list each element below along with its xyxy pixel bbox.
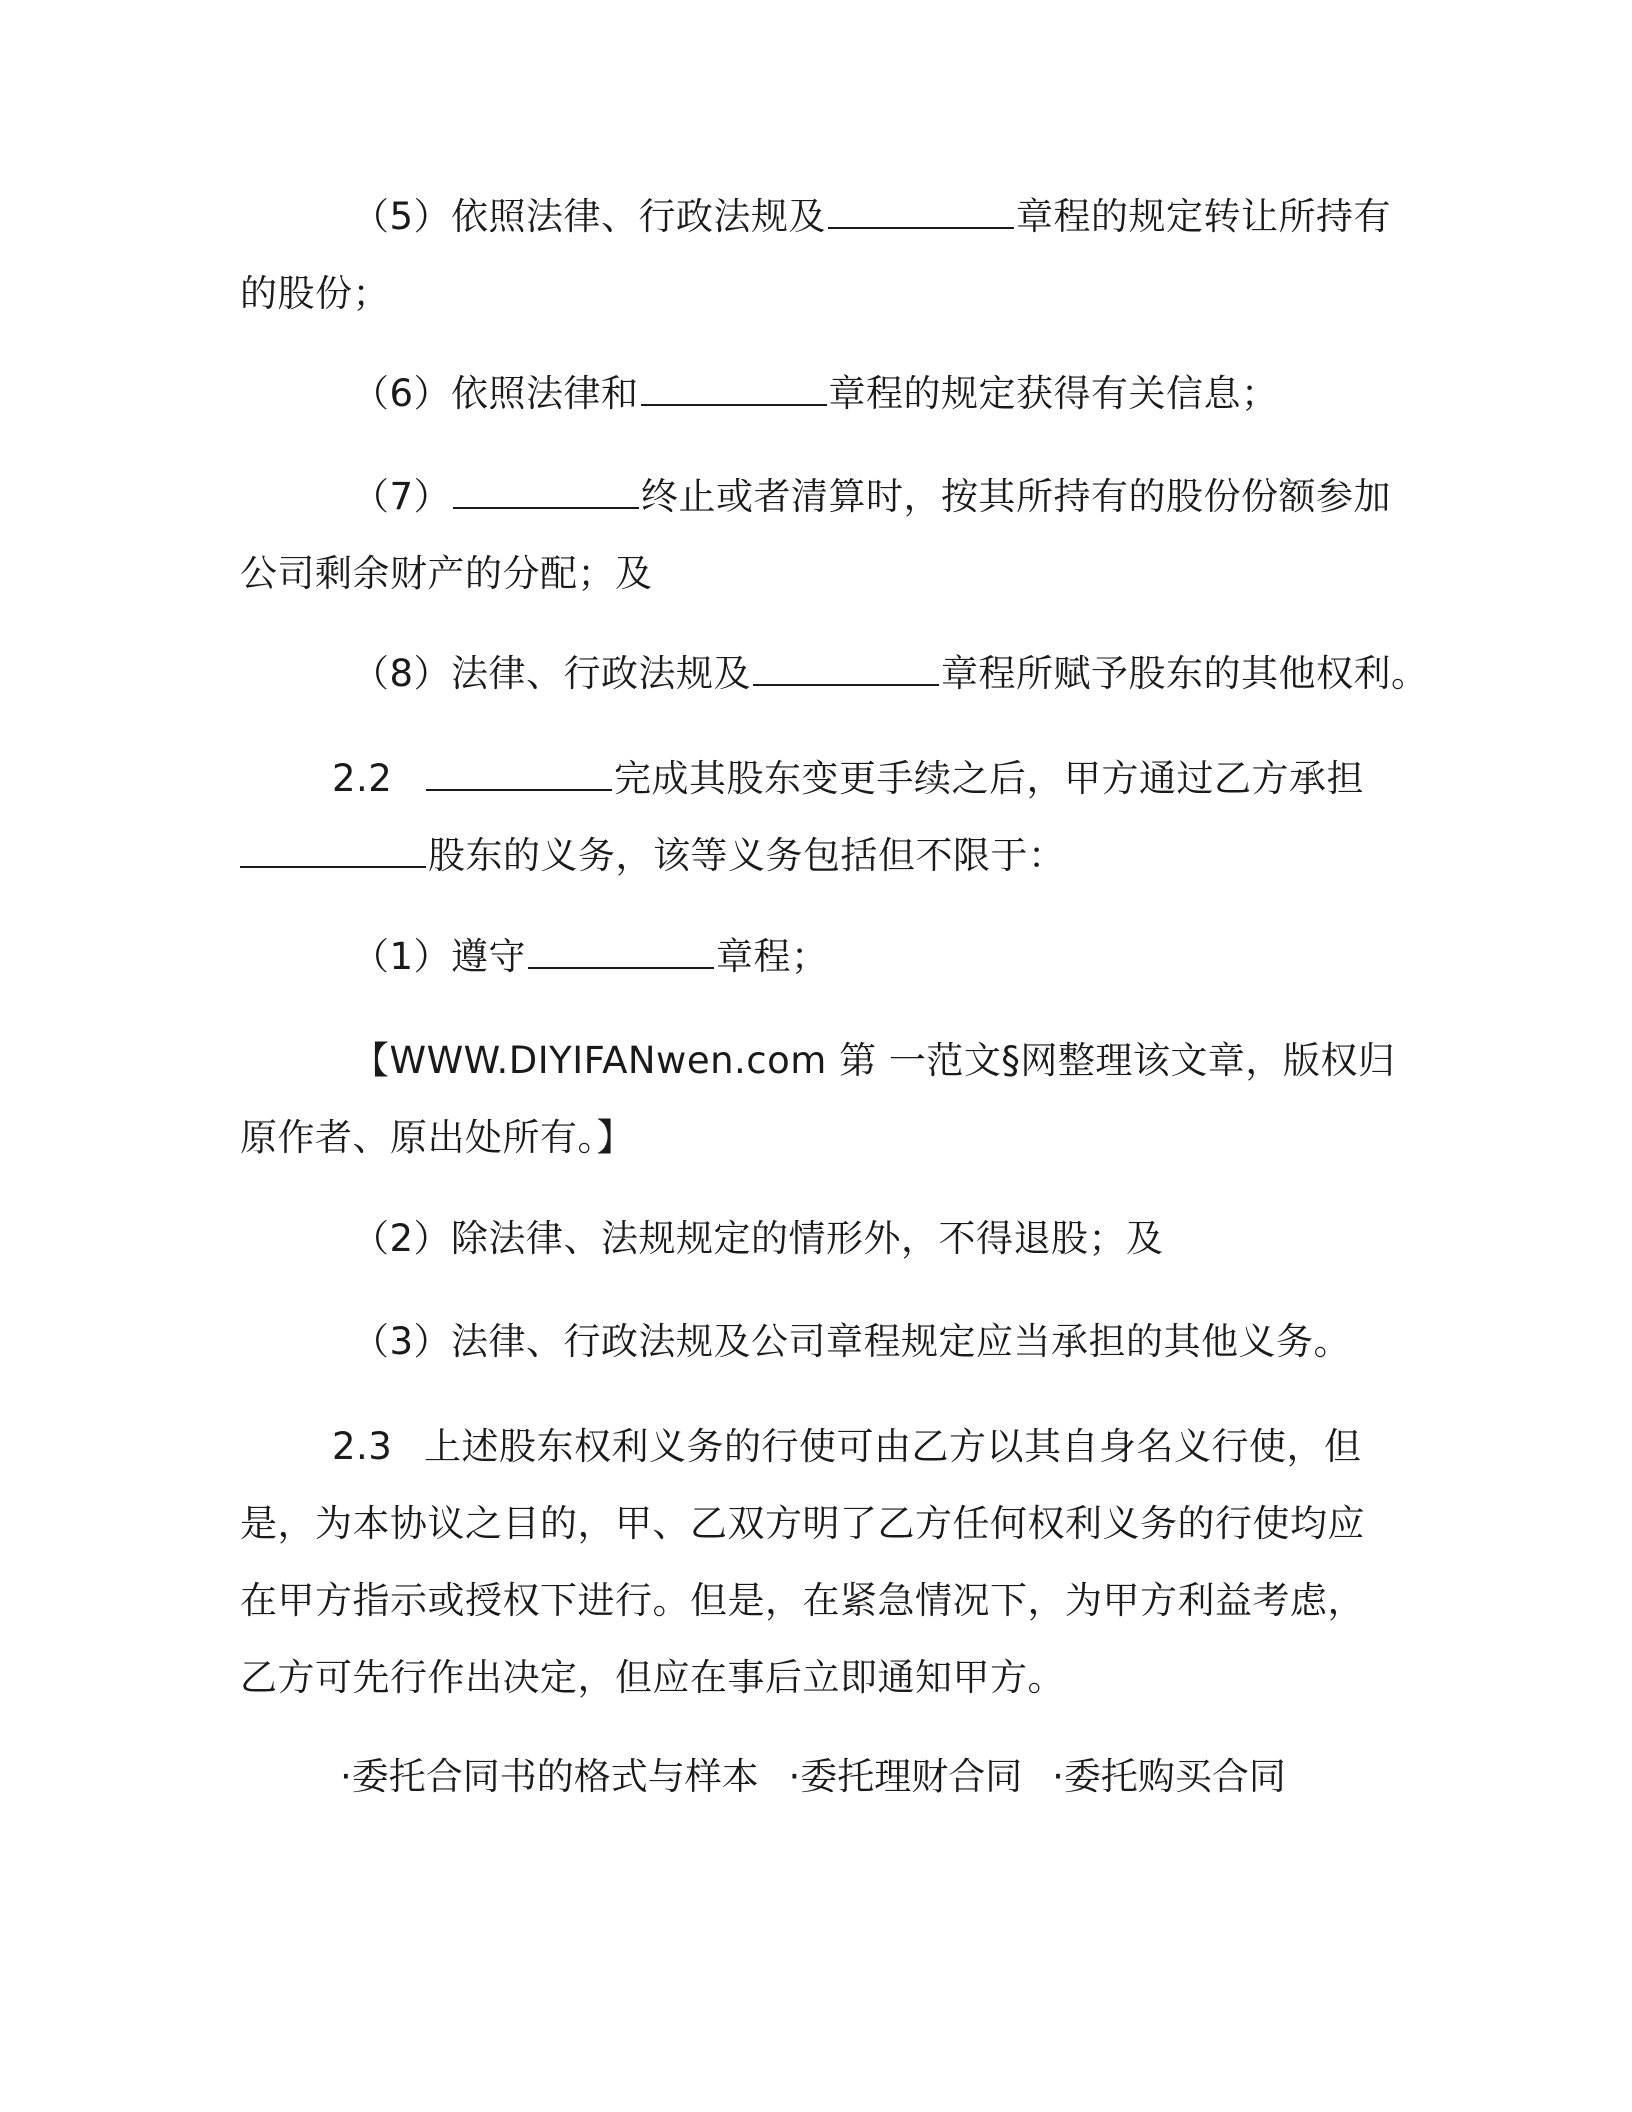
- fill-in-blank: [528, 937, 714, 969]
- fill-in-blank: [453, 477, 639, 509]
- fill-in-blank: [828, 197, 1014, 229]
- fill-in-blank: [641, 374, 827, 406]
- related-link-1[interactable]: ·委托合同书的格式与样本: [340, 1755, 759, 1798]
- right-item-7: （7） 终止或者清算时，按其所持有的股份份额参加 公司剩余财产的分配；及: [240, 475, 1392, 595]
- right-item-5-line-1: （5）依照法律、行政法规及 章程的规定转让所持有: [352, 195, 1392, 238]
- copyright-notice: 【WWW.DIYIFANwen.com 第 一范文§网整理该文章，版权归 原作者、原出处所有。】: [240, 1039, 1396, 1159]
- section-number: 2.2: [332, 757, 393, 800]
- right-item-8: （8）法律、行政法规及 章程所赋予股东的其他权利。: [352, 652, 1429, 695]
- fill-in-blank: [753, 654, 939, 686]
- related-link-2[interactable]: ·委托理财合同: [788, 1755, 1023, 1798]
- related-links: [340, 1738, 1304, 1815]
- section-2-2: 2.2 完成其股东变更手续之后，甲方通过乙方承担 股东的义务，该等义务包括但不限于：: [240, 740, 1400, 894]
- section-2-3: 2.3 上述股东权利义务的行使可由乙方以其自身名义行使，但 是，为本协议之目的，甲、乙双方明了乙方任何权利义务的行使均应 在甲方指示或授权下进行。但是，在紧急情况下，为甲方利益考虑， 乙方可先行作出决定，但应在事后立即通知甲方。: [240, 1408, 1400, 1716]
- section-number: 2.3: [332, 1425, 393, 1468]
- duty-item-2: （2）除法律、法规规定的情形外，不得退股；及: [352, 1217, 1164, 1260]
- right-item-6: （6）依照法律和 章程的规定获得有关信息；: [352, 372, 1279, 415]
- fill-in-blank: [240, 836, 426, 868]
- right-item-5-line-2: 的股份；: [240, 272, 390, 315]
- fill-in-blank: [426, 759, 612, 791]
- duty-item-1: （1）遵守 章程；: [352, 935, 829, 978]
- right-item-5: [240, 178, 1400, 332]
- duty-item-3: （3）法律、行政法规及公司章程规定应当承担的其他义务。: [352, 1320, 1352, 1363]
- related-link-3[interactable]: ·委托购买合同: [1052, 1755, 1286, 1798]
